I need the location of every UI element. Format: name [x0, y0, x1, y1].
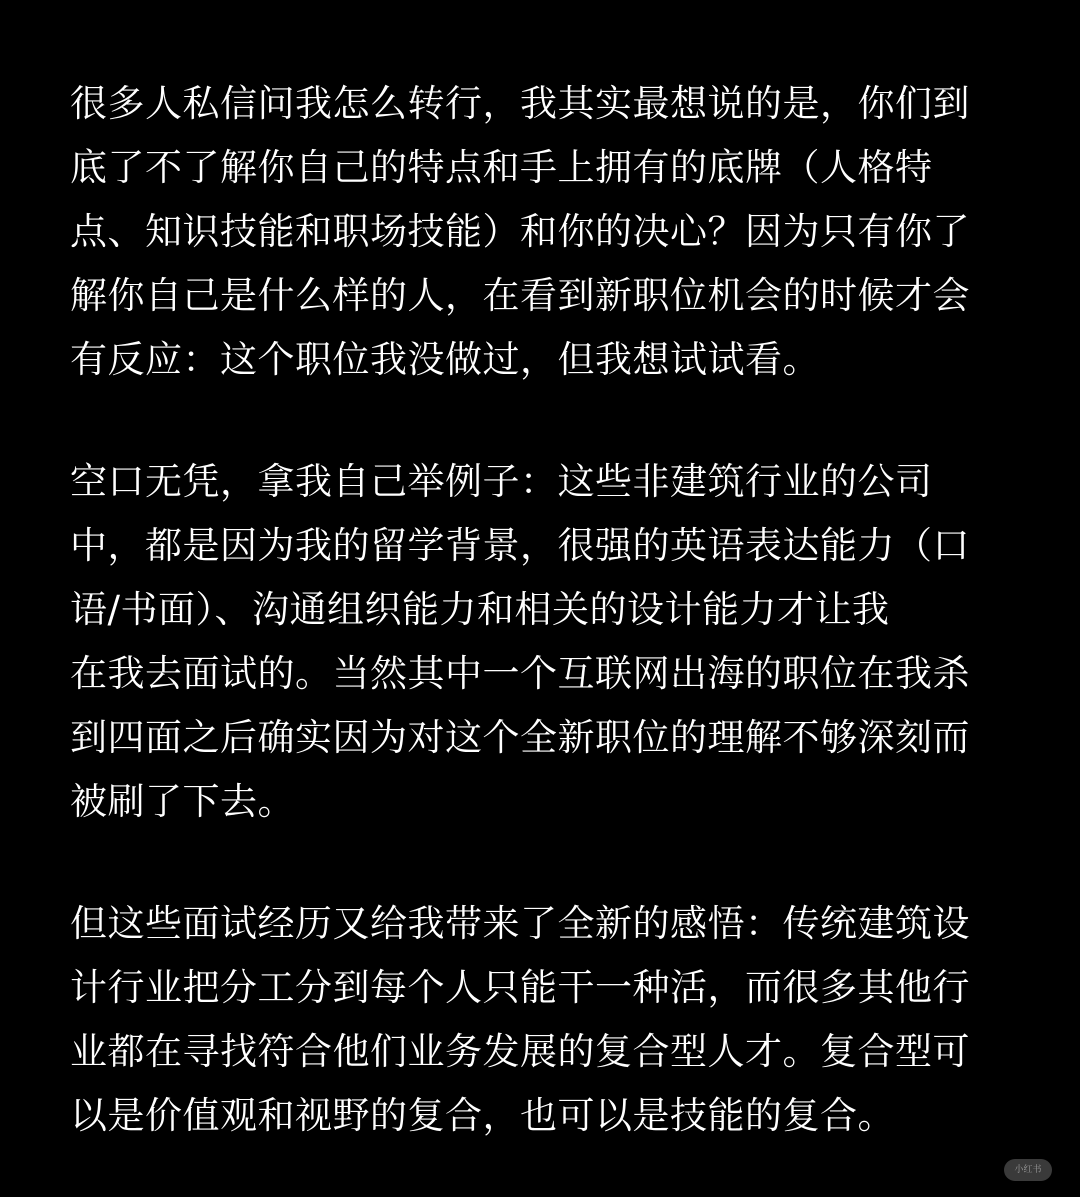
text-line: 点、知识技能和职场技能）和你的决心？因为只有你了	[70, 210, 970, 253]
text-line: 业都在寻找符合他们业务发展的复合型人才。复合型可	[70, 1030, 970, 1073]
paragraph-2	[70, 450, 1010, 834]
text-line: 计行业把分工分到每个人只能干一种活，而很多其他行	[70, 966, 970, 1009]
xiaohongshu-watermark-logo: 小红书	[1004, 1159, 1052, 1181]
paragraph-1	[70, 72, 1010, 392]
text-line: 在我去面试的。当然其中一个互联网出海的职位在我杀	[70, 652, 970, 695]
text-line: 中，都是因为我的留学背景，很强的英语表达能力（口	[70, 524, 970, 567]
text-line: 解你自己是什么样的人，在看到新职位机会的时候才会	[70, 274, 970, 317]
paragraph-gap	[70, 392, 1010, 450]
paragraph-3	[70, 892, 1010, 1148]
text-line: 空口无凭，拿我自己举例子：这些非建筑行业的公司	[70, 460, 933, 503]
text-line: 有反应：这个职位我没做过，但我想试试看。	[70, 338, 820, 381]
paragraph-gap	[70, 834, 1010, 892]
text-line: 很多人私信问我怎么转行，我其实最想说的是，你们到	[70, 82, 970, 125]
text-line: 被刷了下去。	[70, 780, 295, 823]
text-line: 底了不了解你自己的特点和手上拥有的底牌（人格特	[70, 146, 933, 189]
text-line: 但这些面试经历又给我带来了全新的感悟：传统建筑设	[70, 902, 970, 945]
text-line: 以是价值观和视野的复合，也可以是技能的复合。	[70, 1094, 895, 1137]
text-line: 到四面之后确实因为对这个全新职位的理解不够深刻而	[70, 716, 970, 759]
post-text-body	[70, 72, 1010, 1148]
text-line: 语/书面）、沟通组织能力和相关的设计能力才让我	[70, 588, 890, 631]
